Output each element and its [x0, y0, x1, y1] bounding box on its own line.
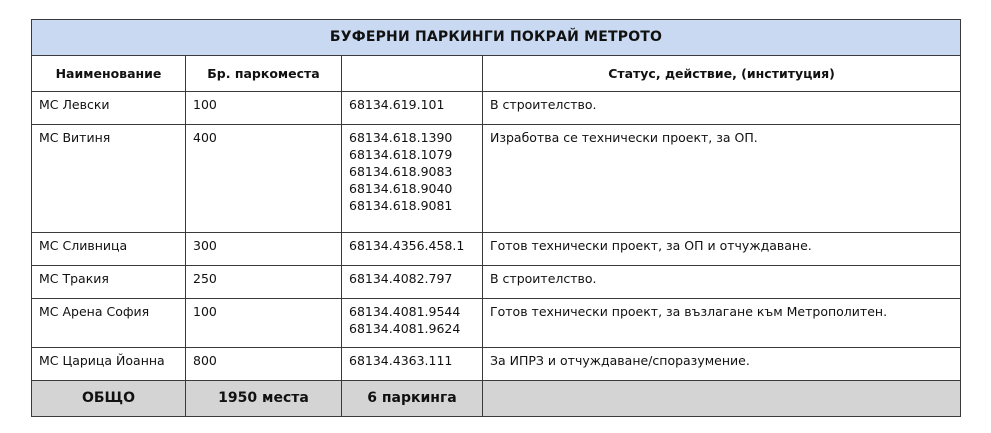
cell-name: МС Витиня: [32, 125, 186, 233]
cell-ids: [342, 299, 483, 348]
cell-spaces: 400: [186, 125, 342, 233]
table-title: БУФЕРНИ ПАРКИНГИ ПОКРАЙ МЕТРОТО: [32, 20, 961, 56]
cadastral-id: 68134.4081.9624: [349, 321, 461, 336]
table-row: [32, 233, 961, 266]
table-row: [32, 92, 961, 125]
header-status: Статус, действие, (институция): [483, 56, 961, 92]
cadastral-id: 68134.618.9081: [349, 198, 453, 213]
cadastral-id: 68134.618.1079: [349, 147, 453, 162]
table-row: [32, 299, 961, 348]
cell-status: В строителство.: [483, 92, 961, 125]
cadastral-id: 68134.618.1390: [349, 130, 453, 145]
header-spaces: Бр. паркоместа: [186, 56, 342, 92]
cell-status: Готов технически проект, за възлагане към Метрополитен.: [483, 299, 961, 348]
table-row: [32, 348, 961, 381]
cadastral-id: 68134.4356.458.1: [349, 238, 465, 253]
cell-status: В строителство.: [483, 266, 961, 299]
cell-ids: [342, 92, 483, 125]
parking-table: [31, 19, 961, 417]
cell-status: Изработва се технически проект, за ОП.: [483, 125, 961, 233]
cell-name: МС Царица Йоанна: [32, 348, 186, 381]
cadastral-id: 68134.4082.797: [349, 271, 453, 286]
cell-name: МС Тракия: [32, 266, 186, 299]
cadastral-id: 68134.4081.9544: [349, 304, 461, 319]
cell-ids: [342, 125, 483, 233]
cell-ids: [342, 266, 483, 299]
total-label: ОБЩО: [32, 381, 186, 417]
cell-spaces: 800: [186, 348, 342, 381]
table-row: [32, 266, 961, 299]
cell-spaces: 300: [186, 233, 342, 266]
total-row: [32, 381, 961, 417]
cell-name: МС Сливница: [32, 233, 186, 266]
cadastral-id: 68134.618.9040: [349, 181, 453, 196]
title-row: [32, 20, 961, 56]
header-ids: [342, 56, 483, 92]
cadastral-id: 68134.619.101: [349, 97, 445, 112]
cell-name: МС Арена София: [32, 299, 186, 348]
header-row: [32, 56, 961, 92]
cell-spaces: 100: [186, 299, 342, 348]
cell-spaces: 100: [186, 92, 342, 125]
cadastral-id: 68134.4363.111: [349, 353, 453, 368]
cadastral-id: 68134.618.9083: [349, 164, 453, 179]
cell-status: Готов технически проект, за ОП и отчуждаване.: [483, 233, 961, 266]
total-spaces: 1950 места: [186, 381, 342, 417]
total-status: [483, 381, 961, 417]
table-row: [32, 125, 961, 233]
cell-ids: [342, 233, 483, 266]
cell-name: МС Левски: [32, 92, 186, 125]
cell-spaces: 250: [186, 266, 342, 299]
header-name: Наименование: [32, 56, 186, 92]
total-count: 6 паркинга: [342, 381, 483, 417]
cell-status: За ИПРЗ и отчуждаване/споразумение.: [483, 348, 961, 381]
cell-ids: [342, 348, 483, 381]
